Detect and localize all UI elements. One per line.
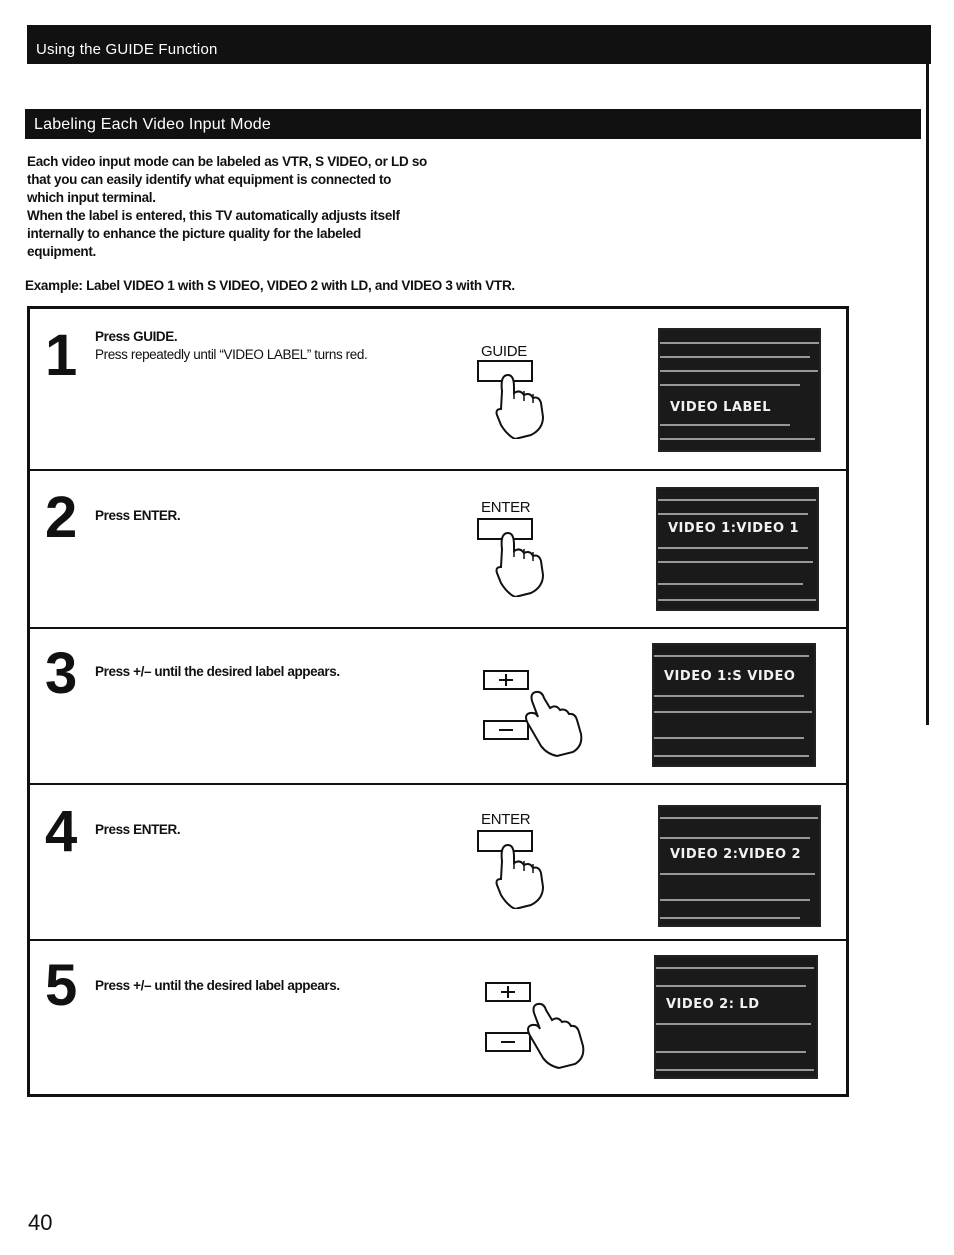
step-heading: Press ENTER. — [95, 822, 181, 837]
plus-minus-keys-icon — [482, 979, 592, 1071]
screen-label: VIDEO 2:VIDEO 2 — [670, 847, 802, 862]
page-header-title: Using the GUIDE Function — [36, 41, 218, 58]
pressing-hand-icon — [476, 359, 556, 439]
tv-screen — [652, 643, 816, 767]
step-3 — [30, 627, 846, 785]
step-instruction — [95, 977, 415, 995]
tv-screen — [656, 487, 819, 611]
section-header — [25, 109, 921, 139]
page-header — [27, 25, 931, 64]
screen-label: VIDEO 2: LD — [666, 997, 760, 1012]
step-heading: Press +/– until the desired label appears. — [95, 664, 340, 679]
step-instruction — [95, 821, 415, 839]
step-number: 2 — [45, 485, 76, 550]
step-4 — [30, 783, 846, 939]
key-label: ENTER — [481, 499, 531, 516]
screen-label: VIDEO LABEL — [670, 400, 772, 415]
step-1 — [30, 309, 846, 471]
step-detail: Press repeatedly until “VIDEO LABEL” turns red. — [95, 347, 368, 362]
intro-text — [27, 153, 427, 261]
pressing-hand-icon — [476, 829, 556, 909]
margin-rule — [926, 25, 929, 725]
plus-minus-keys-icon — [480, 667, 590, 759]
tv-screen — [654, 955, 818, 1079]
step-instruction — [95, 328, 415, 364]
step-number: 4 — [45, 799, 76, 864]
steps-panel — [27, 306, 849, 1097]
step-heading: Press +/– until the desired label appears. — [95, 978, 340, 993]
section-title: Labeling Each Video Input Mode — [34, 116, 271, 133]
key-label: ENTER — [481, 811, 531, 828]
intro-paragraph-2: When the label is entered, this TV automatically adjusts itself internally to enhance the picture quality for the labeled equipment. — [27, 208, 400, 259]
page-number: 40 — [28, 1210, 53, 1235]
step-5 — [30, 939, 846, 1094]
screen-label: VIDEO 1:S VIDEO — [664, 669, 796, 684]
step-instruction — [95, 663, 415, 681]
example-text: Example: Label VIDEO 1 with S VIDEO, VIDEO 2 with LD, and VIDEO 3 with VTR. — [25, 278, 515, 293]
step-heading: Press GUIDE. — [95, 329, 178, 344]
intro-paragraph-1: Each video input mode can be labeled as VTR, S VIDEO, or LD so that you can easily identify what equipment is connected to which input terminal. — [27, 154, 427, 205]
pressing-hand-icon — [476, 517, 556, 597]
tv-screen — [658, 328, 821, 452]
screen-label: VIDEO 1:VIDEO 1 — [668, 521, 800, 536]
key-label: GUIDE — [481, 343, 528, 360]
step-2 — [30, 469, 846, 629]
step-number: 5 — [45, 953, 76, 1018]
tv-screen — [658, 805, 821, 927]
step-number: 1 — [45, 323, 76, 388]
step-instruction — [95, 507, 415, 525]
step-number: 3 — [45, 641, 76, 706]
step-heading: Press ENTER. — [95, 508, 181, 523]
